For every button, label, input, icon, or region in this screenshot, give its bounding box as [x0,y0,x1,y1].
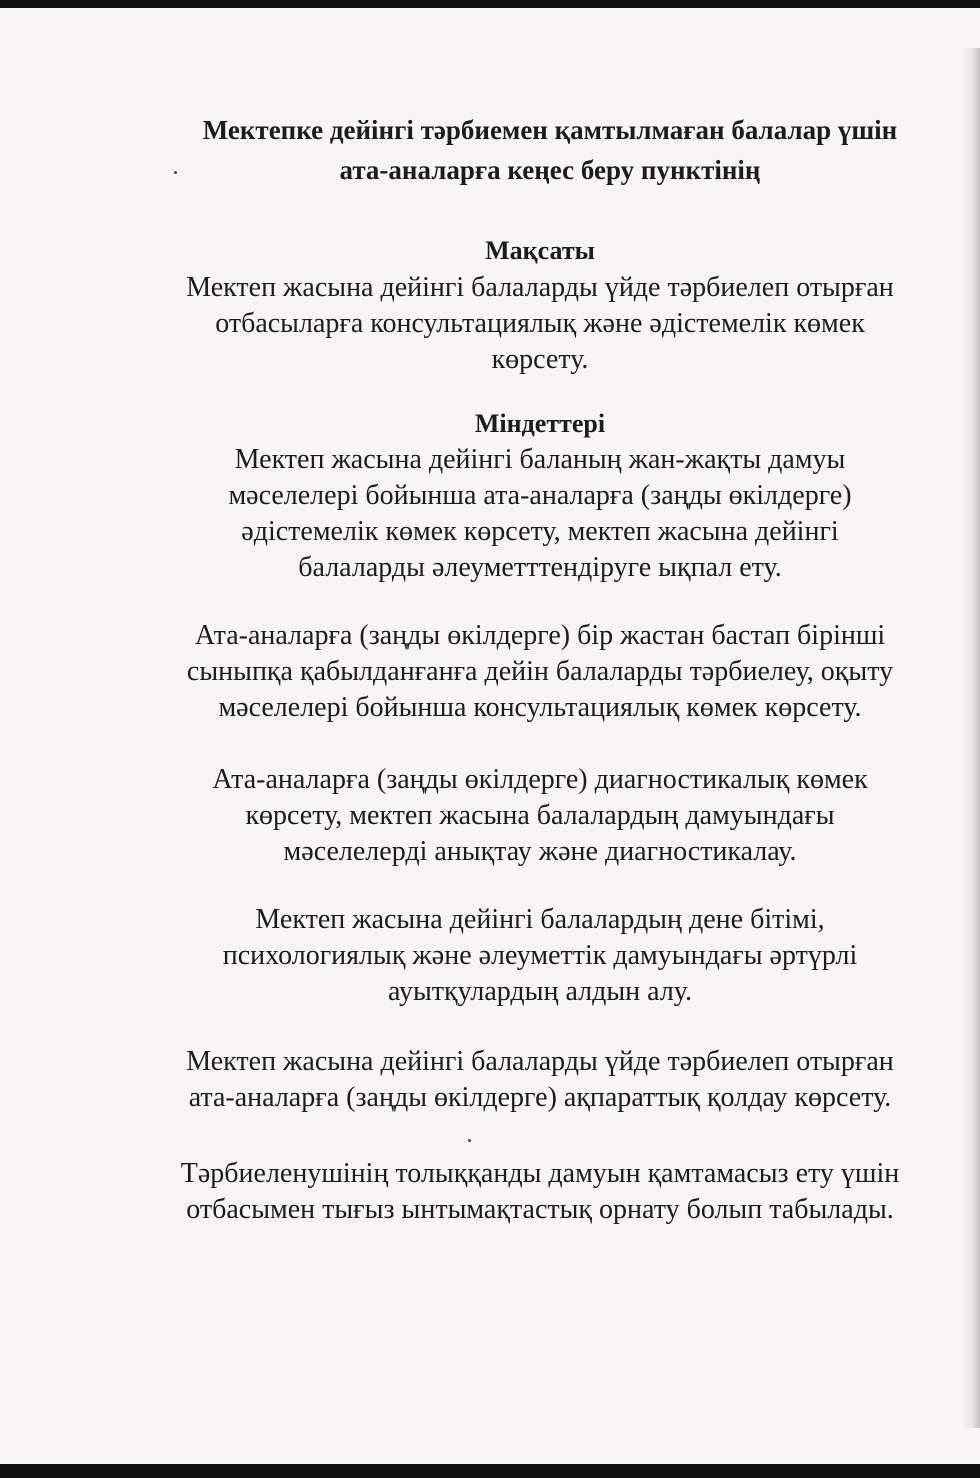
task-line: отбасымен тығыз ынтымақтастық орнату болып табылады. [186,1194,894,1225]
goal-line: отбасыларға консультациялық және әдістемелік көмек [215,308,865,339]
task-line: әдістемелік көмек көрсету, мектеп жасына дейінгі [241,516,839,547]
task-paragraph-6 [100,1156,980,1228]
goal-line: көрсету. [491,344,589,375]
task-line: Мектеп жасына дейінгі балалардың дене бітімі, [255,904,825,935]
title-line-2: ата-аналарға кеңес беру пунктінің [339,155,761,185]
task-paragraph-4 [100,902,980,1010]
task-paragraph-1 [100,442,980,586]
scan-speck [468,1139,471,1142]
goal-line: Мектеп жасына дейінгі балаларды үйде тәрбиелеп отырған [186,272,894,303]
scan-speck [174,171,177,174]
goal-paragraph [100,270,980,378]
task-line: балаларды әлеуметттендіруге ықпал ету. [298,552,782,583]
task-line: ауытқулардың алдын алу. [387,976,693,1007]
task-line: мәселелері бойынша консультациялық көмек көрсету. [218,692,862,723]
task-line: сыныпқа қабылданғанға дейін балаларды тәрбиелеу, оқыту [186,656,894,687]
task-line: Мектеп жасына дейінгі балаларды үйде тәрбиелеп отырған [186,1046,894,1077]
task-line: Мектеп жасына дейінгі баланың жан-жақты дамуы [234,444,846,475]
task-line: Ата-аналарға (заңды өкілдерге) диагностикалық көмек [212,764,868,795]
goal-heading: Мақсаты [485,236,595,265]
scan-bottom-edge [0,1464,980,1478]
tasks-heading: Міндеттері [474,409,606,438]
scan-top-edge [0,0,980,8]
task-line: көрсету, мектеп жасына балалардың дамуындағы [245,800,835,831]
task-line: мәселелері бойынша ата-аналарға (заңды өкілдерге) [228,480,852,511]
task-paragraph-2 [100,618,980,726]
document-page [0,8,980,1464]
task-paragraph-5 [100,1044,980,1116]
task-line: Ата-аналарға (заңды өкілдерге) бір жастан бастап бірінші [194,620,886,651]
task-line: психологиялық және әлеуметтік дамуындағы әртүрлі [222,940,858,971]
task-line: ата-аналарға (заңды өкілдерге) ақпараттық қолдау көрсету. [188,1082,892,1113]
task-line: Тәрбиеленушінің толыққанды дамуын қамтамасыз ету үшін [180,1158,900,1189]
title-line-1: Мектепке дейінгі тәрбиемен қамтылмаған балалар үшін [202,115,898,145]
document-title [120,110,980,190]
task-line: мәселелерді анықтау және диагностикалау. [283,836,797,867]
task-paragraph-3 [100,762,980,870]
